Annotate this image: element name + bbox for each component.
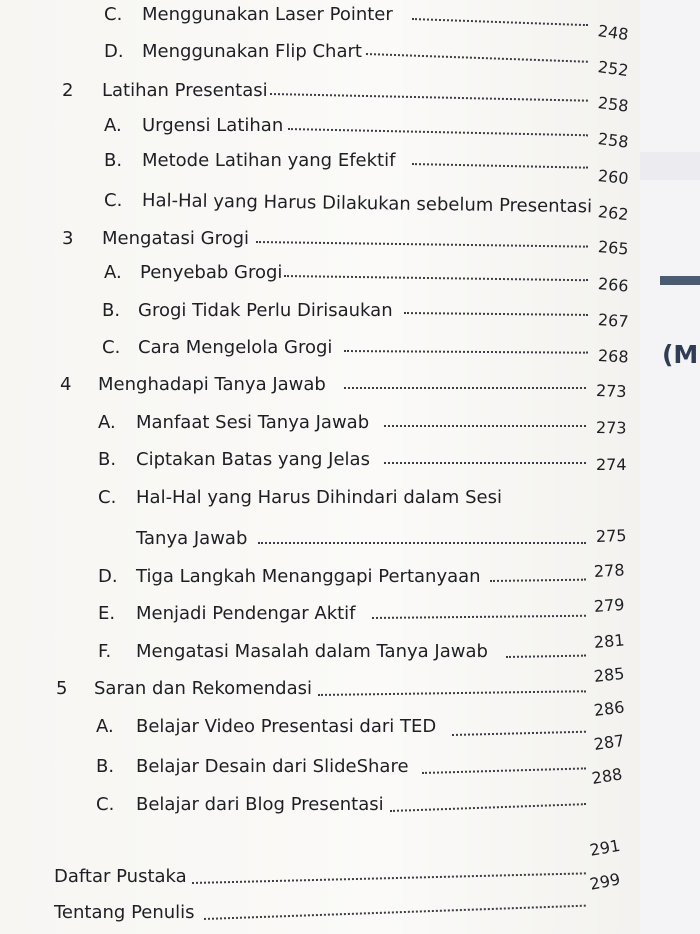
toc-entry-page: 248 [596, 21, 630, 45]
toc-entry-number: 5 [56, 678, 68, 699]
toc-entry-title: Belajar dari Blog Presentasi [136, 794, 384, 815]
toc-entry-page: 258 [596, 93, 630, 116]
toc-entry-page: 299 [588, 869, 622, 894]
toc-entry-page: 287 [592, 730, 626, 754]
toc-entry-number: A. [104, 262, 122, 283]
toc-entry-number: C. [96, 794, 115, 815]
toc-entry-number: 2 [62, 80, 74, 101]
toc-entry-page: 260 [597, 166, 630, 189]
toc-entry-number: C. [104, 4, 123, 25]
toc-entry-title: Tentang Penulis [54, 902, 195, 923]
toc-entry-number: C. [104, 190, 123, 211]
toc-entry-number: E. [98, 603, 116, 624]
toc-entry-number: F. [98, 641, 112, 662]
toc-entry-number: A. [98, 412, 116, 433]
toc-entry-number: B. [96, 756, 115, 777]
toc-entry-title: Tiga Langkah Menanggapi Pertanyaan [136, 566, 481, 587]
toc-entry-title: Menghadapi Tanya Jawab [98, 374, 326, 395]
toc-entry-title: Urgensi Latihan [142, 115, 284, 136]
toc-entry-title: Daftar Pustaka [54, 866, 187, 887]
toc-entry-page: 267 [597, 310, 630, 332]
toc-entry-page: 273 [595, 381, 627, 402]
toc-entry-page: 285 [592, 663, 626, 686]
toc-entry-title: Ciptakan Batas yang Jelas [136, 449, 370, 470]
leader-dots [344, 387, 586, 389]
toc-entry-number: 3 [62, 228, 74, 249]
toc-entry-page: 279 [593, 594, 626, 616]
toc-entry-page: 252 [596, 57, 630, 81]
toc-entry-title: Penyebab Grogi [140, 262, 283, 283]
toc-entry-number: B. [104, 150, 123, 171]
toc-entry-title: Saran dan Rekomendasi [94, 678, 313, 699]
toc-entry-number: B. [102, 300, 121, 321]
toc-entry-title-continuation: Tanya Jawab [136, 528, 248, 549]
toc-entry-title: Metode Latihan yang Efektif [142, 150, 396, 171]
toc-entry-title: Menggunakan Laser Pointer [142, 4, 393, 25]
toc-entry-number: D. [104, 41, 124, 62]
toc-entry-page: 274 [596, 455, 627, 474]
right-page-accent-bar [660, 276, 700, 285]
toc-entry-page: 275 [595, 525, 627, 546]
toc-entry-number: C. [102, 337, 121, 358]
toc-entry-page: 273 [595, 418, 627, 438]
toc-entry-title: Mengatasi Masalah dalam Tanya Jawab [136, 641, 488, 662]
toc-entry-title: Belajar Video Presentasi dari TED [136, 716, 437, 737]
toc-entry-title: Latihan Presentasi [102, 80, 268, 101]
toc-entry-page: 265 [597, 237, 630, 259]
toc-entry-number: B. [98, 449, 117, 470]
toc-entry-title: Grogi Tidak Perlu Dirisaukan [138, 300, 393, 321]
toc-entry-title: Hal-Hal yang Harus Dihindari dalam Sesi [136, 487, 502, 508]
toc-entry-page: 281 [593, 630, 626, 652]
leader-dots [384, 425, 586, 427]
toc-entry-page: 286 [592, 697, 626, 720]
toc-entry-number: 4 [60, 374, 72, 395]
toc-entry-number: C. [98, 487, 117, 508]
toc-entry-page: 291 [588, 835, 622, 860]
toc-entry-title: Menggunakan Flip Chart [142, 41, 362, 62]
right-page-heading-fragment: (M [662, 340, 699, 369]
toc-entry-page: 278 [593, 560, 625, 581]
toc-entry-page: 262 [597, 202, 630, 225]
leader-dots [258, 542, 586, 544]
toc-entry-title: Mengatasi Grogi [102, 228, 250, 249]
toc-entry-title: Menjadi Pendengar Aktif [136, 603, 356, 624]
toc-entry-page: 268 [597, 346, 630, 367]
toc-entry-title: Manfaat Sesi Tanya Jawab [136, 412, 370, 433]
toc-entry-title: Hal-Hal yang Harus Dilakukan sebelum Presentasi [141, 190, 593, 218]
toc-entry-title: Belajar Desain dari SlideShare [136, 756, 409, 777]
toc-entry-page: 266 [597, 274, 630, 296]
toc-entry-page: 288 [590, 764, 624, 788]
leader-dots [384, 462, 586, 464]
toc-entry-number: A. [104, 115, 122, 136]
toc-entry-page: 258 [596, 129, 630, 152]
toc-entry-number: A. [96, 716, 114, 737]
book-page-right-edge [640, 0, 700, 934]
right-page-band [640, 152, 700, 180]
toc-entry-title: Cara Mengelola Grogi [138, 337, 333, 358]
toc-entry-number: D. [98, 566, 118, 587]
